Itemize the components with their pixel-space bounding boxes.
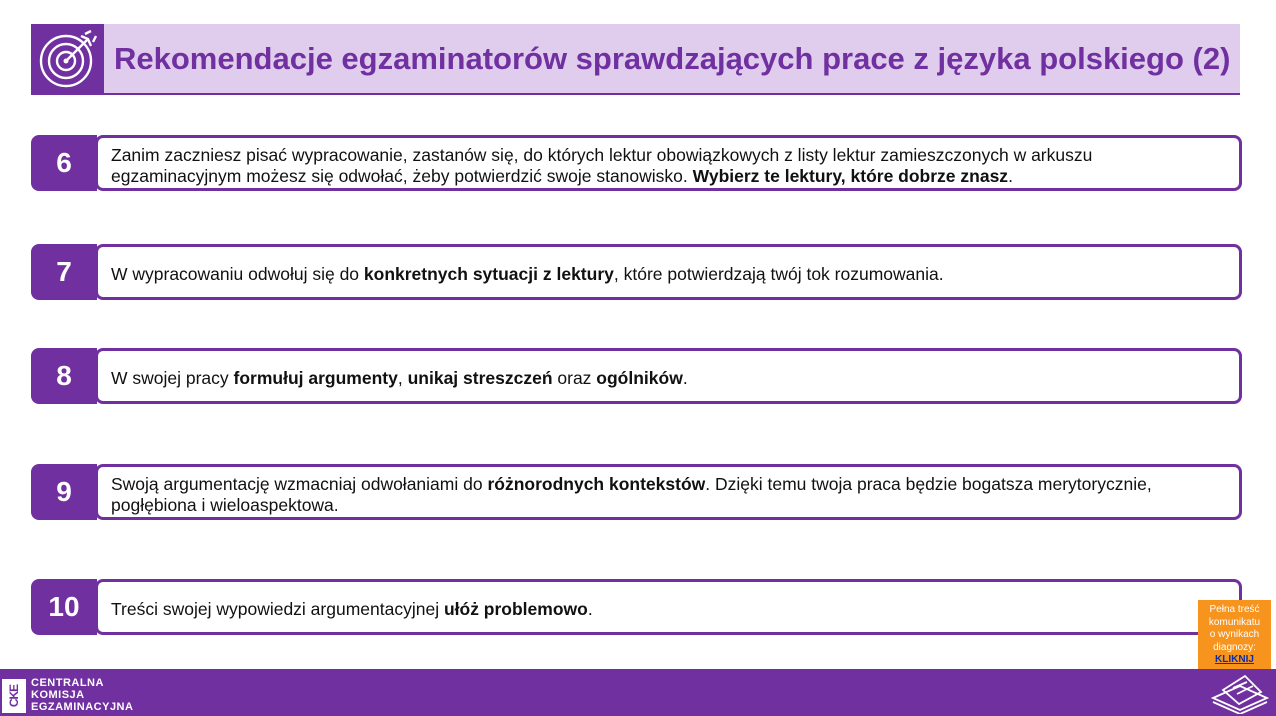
document-stack-icon <box>1209 674 1271 714</box>
text-segment: , które potwierdzają twój tok rozumowania. <box>613 264 944 284</box>
recommendation-text-box <box>95 348 1242 404</box>
cke-logo-letters: CKE <box>7 684 21 708</box>
text-segment: W wypracowaniu odwołuj się do <box>111 264 364 284</box>
recommendation-number: 8 <box>31 348 97 404</box>
emphasized-text: Wybierz te lektury, które dobrze znasz <box>692 165 1009 186</box>
text-segment: Swoją argumentację wzmacniaj odwołaniami do <box>111 473 488 494</box>
recommendation-number: 9 <box>31 464 97 520</box>
results-link-text-line3: o wynikach <box>1209 629 1260 640</box>
recommendation-item <box>31 244 1242 300</box>
text-segment: . <box>682 368 688 388</box>
recommendation-text <box>111 474 1225 516</box>
organization-name-line2: KOMISJA <box>31 689 85 701</box>
recommendation-text <box>111 599 593 620</box>
recommendation-item <box>31 135 1242 191</box>
slide-header <box>31 24 1240 95</box>
results-link-text-line4: diagnozy: <box>1213 641 1256 653</box>
recommendation-text <box>111 145 1225 187</box>
text-segment: . Dzięki temu twoja praca będzie bogatsza merytorycznie, pogłębiona i wieloaspektowa. <box>111 473 1152 515</box>
recommendation-text-box <box>95 579 1242 635</box>
recommendation-text-box <box>95 244 1242 300</box>
emphasized-text: ogólników <box>596 368 683 388</box>
emphasized-text: konkretnych sytuacji z lektury <box>363 264 614 284</box>
recommendation-item <box>31 579 1242 635</box>
cke-logo <box>2 679 26 713</box>
recommendation-text-box <box>95 135 1242 191</box>
results-link-box <box>1198 600 1271 669</box>
organization-name <box>31 677 133 713</box>
results-link-text-line1: Pełna treść <box>1209 604 1260 615</box>
recommendation-text <box>111 264 944 285</box>
text-segment: , <box>397 368 408 388</box>
recommendation-number: 7 <box>31 244 97 300</box>
recommendation-text-box <box>95 464 1242 520</box>
recommendation-item <box>31 464 1242 520</box>
recommendation-number: 10 <box>31 579 97 635</box>
organization-name-line3: EGZAMINACYJNA <box>31 701 134 713</box>
text-segment: . <box>587 599 593 619</box>
organization-name-line1: CENTRALNA <box>31 677 104 689</box>
recommendation-text <box>111 368 688 389</box>
emphasized-text: unikaj streszczeń <box>407 368 553 388</box>
text-segment: Treści swojej wypowiedzi argumentacyjnej <box>111 599 444 619</box>
footer-bar <box>0 669 1276 716</box>
emphasized-text: formułuj argumenty <box>233 368 398 388</box>
emphasized-text: ułóż problemowo <box>443 599 588 619</box>
recommendation-item <box>31 348 1242 404</box>
emphasized-text: różnorodnych kontekstów <box>487 473 706 494</box>
text-segment: W swojej pracy <box>111 368 234 388</box>
results-link-text-line2: komunikatu <box>1208 616 1261 628</box>
target-icon <box>31 24 104 93</box>
page-title: Rekomendacje egzaminatorów sprawdzających prace z języka polskiego (2) <box>114 41 1231 76</box>
results-link[interactable]: KLIKNIJ <box>1215 654 1254 665</box>
text-segment: Zanim zaczniesz pisać wypracowanie, zastanów się, do których lektur obowiązkowych z listy lektur zamieszczonych w arkuszu egzaminacyjnym możesz się odwołać, żeby potwierdzić swoje stanowisko. <box>111 144 1093 186</box>
text-segment: . <box>1008 165 1013 186</box>
text-segment: oraz <box>552 368 597 388</box>
recommendation-number: 6 <box>31 135 97 191</box>
